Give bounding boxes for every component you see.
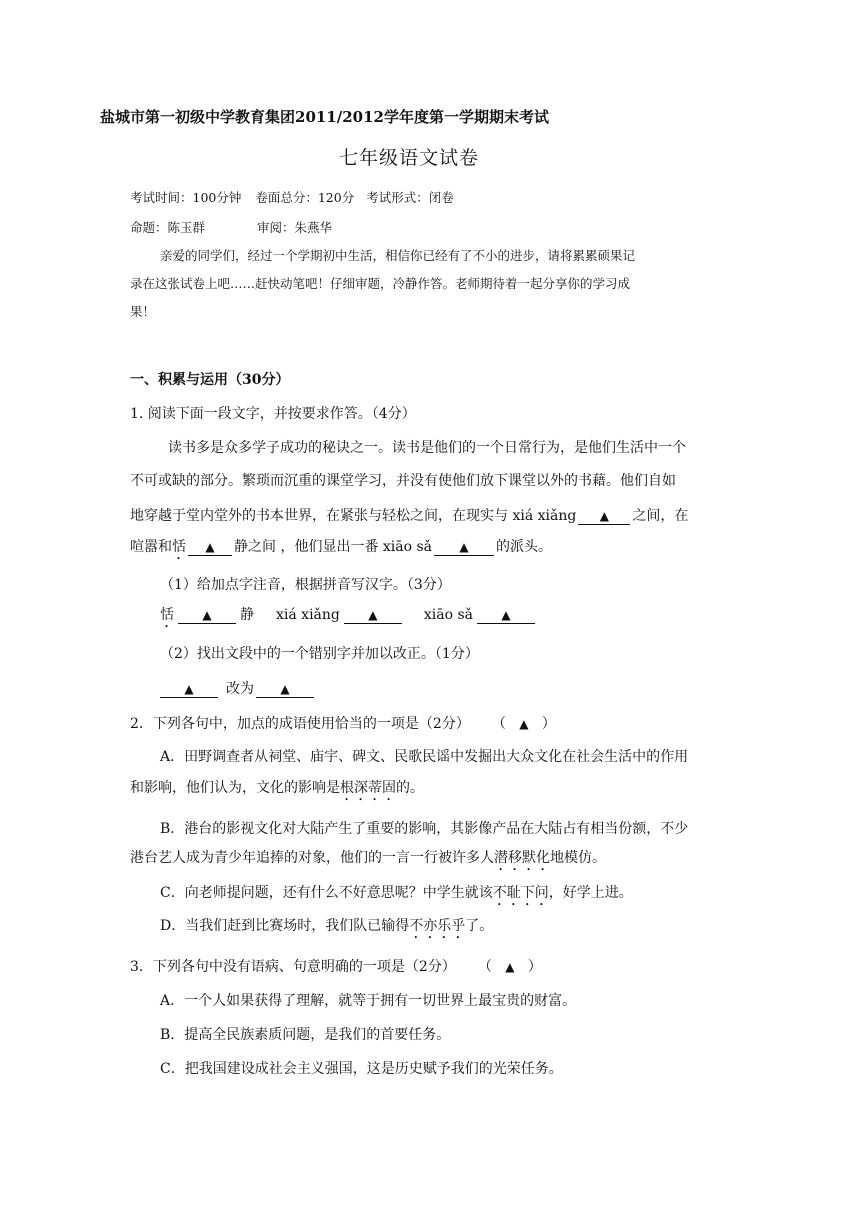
answer-blank[interactable]	[178, 607, 236, 624]
paren: （	[477, 959, 492, 975]
exam-form: 考试形式：闭卷	[366, 190, 454, 205]
exam-title: 盐城市第一初级中学教育集团2011/2012学年度第一学期期末考试	[100, 108, 549, 126]
exam-reviewer: 审阅：朱燕华	[257, 220, 333, 235]
answer-blank[interactable]	[160, 681, 218, 698]
dotted-char: 恬	[172, 539, 186, 555]
dotted-idiom: 不亦乐乎	[409, 918, 466, 934]
q2-option-b-line-2	[130, 847, 606, 874]
q2-option-b-line-1: B．港台的影视文化对大陆产生了重要的影响，其影像产品在大陆占有相当份额，不少	[160, 821, 689, 837]
paren: ）	[527, 959, 542, 975]
answer-blank[interactable]	[256, 681, 314, 698]
q3-stem-row	[130, 956, 542, 976]
q1-sub2-stem: （2）找出文段中的一个错别字并加以改正。（1分）	[160, 646, 479, 662]
q1-passage-line-4	[130, 536, 552, 563]
dotted-idiom: 根深蒂固	[340, 780, 396, 796]
paren: ）	[541, 716, 556, 732]
triangle-icon: ▲	[280, 682, 290, 696]
answer-label: 改为	[226, 681, 254, 697]
intro-line-3: 果！	[130, 304, 156, 319]
q1-passage-line-2: 不可或缺的部分。繁琐而沉重的课堂学习，并没有使他们放下课堂以外的书藉。他们自如	[130, 473, 676, 489]
triangle-icon: ▲	[459, 540, 469, 554]
triangle-icon: ▲	[184, 682, 194, 696]
exam-info-row	[130, 188, 454, 206]
triangle-icon: ▲	[599, 509, 609, 523]
paper-subtitle: 七年级语文试卷	[339, 147, 480, 169]
paren: （	[491, 716, 506, 732]
option-text: 地模仿。	[550, 850, 606, 866]
exam-staff-row	[130, 218, 332, 236]
passage-text: 静之间 ，他们显出一番 xiāo sǎ	[234, 539, 433, 555]
option-text: D．当我们赶到比赛场时，我们队已输得	[160, 918, 410, 934]
exam-author: 命题：陈玉群	[130, 220, 206, 235]
dotted-idiom: 不耻下问	[492, 885, 549, 901]
q2-stem: 2．下列各句中，加点的成语使用恰当的一项是（2分）	[130, 716, 470, 732]
intro-line-2: 录在这张试卷上吧……赶快动笔吧！仔细审题，冷静作答。老师期待着一起分享你的学习成	[130, 276, 631, 291]
pinyin-label: xiá xiǎng	[276, 607, 340, 623]
answer-blank[interactable]	[188, 539, 232, 556]
triangle-icon: ▲	[501, 608, 511, 622]
q1-passage-line-1: 读书多是众多学子成功的秘诀之一。读书是他们的一个日常行为，是他们生活中一个	[168, 440, 686, 456]
q3-option-c: C．把我国建设成社会主义强国，这是历史赋予我们的光荣任务。	[160, 1061, 563, 1077]
q1-sub1-answers	[160, 604, 539, 631]
q2-option-c	[160, 882, 633, 909]
exam-time: 考试时间：100分钟	[130, 190, 242, 205]
q2-option-d	[160, 915, 493, 942]
triangle-icon[interactable]: ▲	[505, 960, 515, 974]
q1-passage-line-3	[130, 505, 688, 525]
q2-option-a-line-2	[130, 777, 424, 804]
passage-text: 的派头。	[496, 539, 553, 555]
q2-stem-row	[130, 713, 556, 733]
answer-blank[interactable]	[477, 607, 535, 624]
triangle-icon[interactable]: ▲	[519, 717, 529, 731]
triangle-icon: ▲	[368, 608, 378, 622]
passage-text: 之间，在	[632, 508, 689, 524]
pinyin-label: xiāo sǎ	[423, 607, 474, 623]
answer-label: 静	[240, 607, 254, 623]
triangle-icon: ▲	[205, 540, 215, 554]
q1-sub1-stem: （1）给加点字注音，根据拼音写汉字。（3分）	[160, 577, 451, 593]
option-text: 的。	[396, 780, 424, 796]
exam-total: 卷面总分：120分	[255, 190, 355, 205]
q3-option-b: B．提高全民族素质问题，是我们的首要任务。	[160, 1027, 451, 1043]
intro-line-1: 亲爱的同学们，经过一个学期初中生活，相信你已经有了不小的进步，请将累累硕果记	[160, 248, 636, 263]
passage-text: 喧嚣和	[130, 539, 172, 555]
dotted-idiom: 潜移默化	[494, 850, 550, 866]
option-text: 港台艺人成为青少年追捧的对象，他们的一言一行被许多人	[130, 850, 494, 866]
passage-text: 地穿越于堂内堂外的书本世界，在紧张与轻松之间，在现实与 xiá xiǎng	[130, 508, 577, 524]
section-title: 一、积累与运用（30分）	[130, 372, 290, 388]
option-text: 和影响，他们认为，文化的影响是	[130, 780, 340, 796]
option-text: C．向老师提问题，还有什么不好意思呢？中学生就该	[160, 885, 493, 901]
q1-stem: 1. 阅读下面一段文字，并按要求作答。（4分）	[130, 406, 416, 422]
dotted-char: 恬	[160, 607, 174, 623]
option-text: 了。	[465, 918, 494, 934]
q3-option-a: A．一个人如果获得了理解，就等于拥有一切世界上最宝贵的财富。	[160, 993, 577, 1009]
triangle-icon: ▲	[202, 608, 212, 622]
q3-stem: 3．下列各句中没有语病、句意明确的一项是（2分）	[130, 959, 456, 975]
q1-sub2-answers	[160, 678, 314, 698]
option-text: ，好学上进。	[548, 885, 633, 901]
answer-blank[interactable]	[578, 508, 630, 525]
q2-option-a-line-1: A．田野调查者从祠堂、庙宇、碑文、民歌民谣中发掘出大众文化在社会生活中的作用	[160, 749, 689, 765]
answer-blank[interactable]	[344, 607, 402, 624]
answer-blank[interactable]	[434, 539, 494, 556]
